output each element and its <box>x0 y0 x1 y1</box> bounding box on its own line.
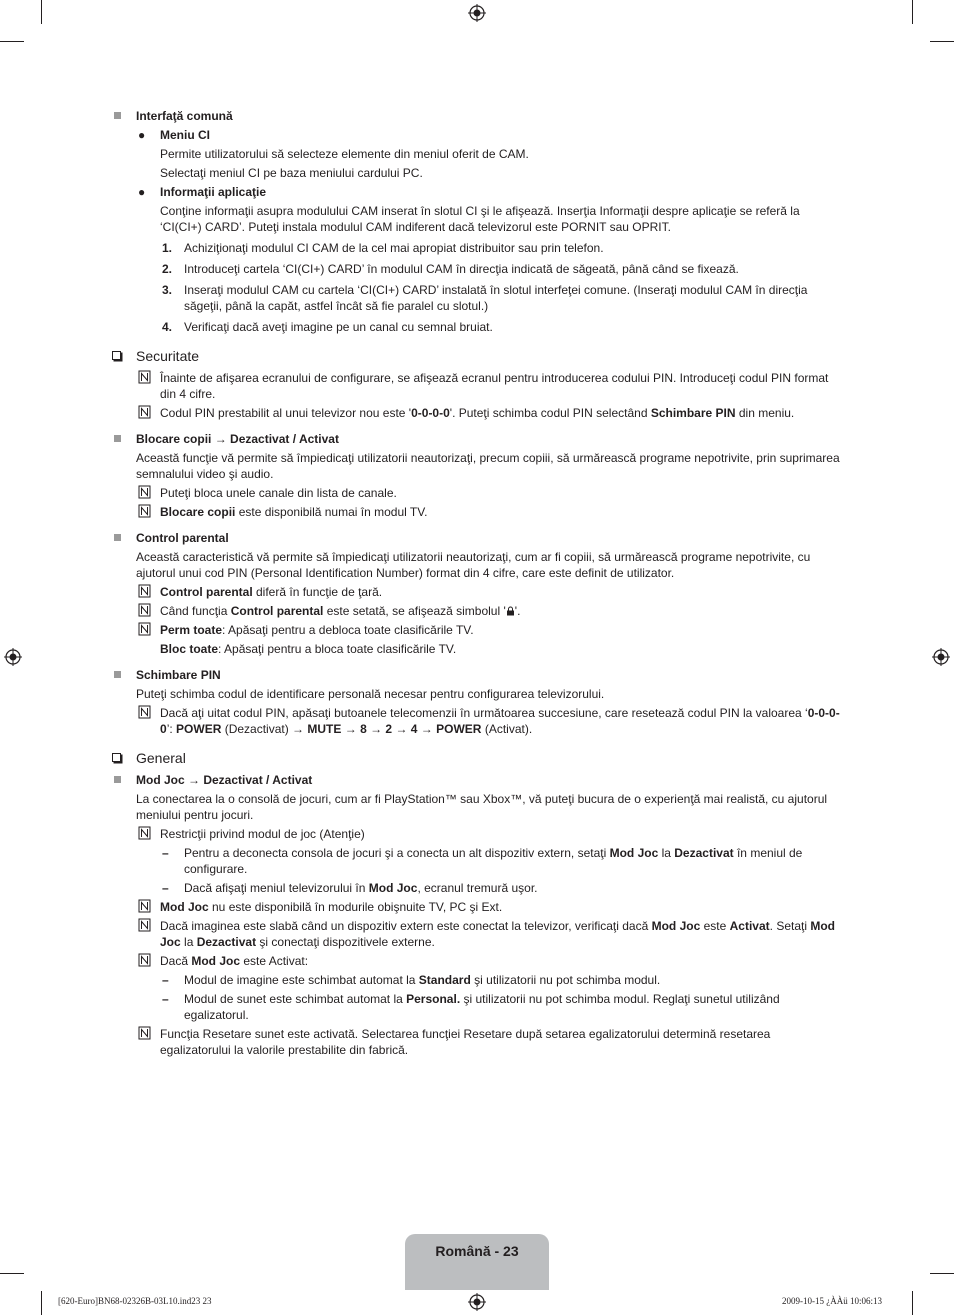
square-bullet-icon <box>114 435 121 442</box>
dash-bullet: – <box>162 973 169 987</box>
square-bullet-icon <box>114 671 121 678</box>
note: Puteţi bloca unele canale din lista de canale. <box>112 485 842 501</box>
note-icon <box>138 705 151 719</box>
dot-bullet-icon: ● <box>138 128 146 142</box>
print-slug-right: 2009-10-15 ¿ÀÀü 10:06:13 <box>782 1296 882 1306</box>
note-icon <box>138 485 151 499</box>
ci-info-desc: Conţine informaţii asupra modulului CAM inserat în slotul CI şi le afişează. Inserţia Informaţii despre aplicaţie se referă la ‘CI(CI+) CARD’. Puteţi instala modulul CAM indiferent dacă televizorul este PORNIT sau OPRIT. <box>160 204 800 234</box>
dash-item: – Modul de imagine este schimbat automat la Standard şi utilizatorii nu pot schimba modul. <box>162 973 661 987</box>
registration-mark-icon <box>932 648 950 666</box>
crop-mark <box>0 1273 24 1274</box>
step-number: 4. <box>162 320 173 334</box>
note: Codul PIN prestabilit al unui televizor nou este '0-0-0-0'. Puteţi schimba codul PIN selectând Schimbare PIN din meniu. <box>112 405 842 421</box>
ci-step: 3. Inseraţi modulul CAM cu cartela ‘CI(CI+) CARD’ instalată în slotul interfeţei comune. (Inseraţi modulul CAM în direcţia săgeţii, până la capăt, astfel încât să fie paralel cu slotul.) <box>162 283 808 313</box>
page-number: Română - 23 <box>435 1243 519 1259</box>
step-number: 3. <box>162 283 173 297</box>
crop-mark <box>41 0 42 24</box>
note: Funcţia Resetare sunet este activată. Selectarea funcţiei Resetare după setarea egalizatorului determină resetarea egalizatorului la valorile prestabilite din fabrică. <box>112 1026 842 1058</box>
ci-menu-title: ● Meniu CI <box>138 128 210 142</box>
note-icon <box>138 584 151 598</box>
note: Dacă Mod Joc este Activat: <box>112 953 842 969</box>
dash-bullet: – <box>162 992 169 1006</box>
note-icon <box>138 405 151 419</box>
manual-content <box>112 108 842 1061</box>
note: Când funcţia Control parental este setată, se afişează simbolul ' '. <box>112 603 842 619</box>
registration-mark-icon <box>468 1293 486 1311</box>
copy-lock-desc: Această funcţie vă permite să împiedicaţi utilizatorii neautorizaţi, precum copiii, să urmărească programe nepotrivite, prin suprimarea semnalului video şi audio. <box>136 451 840 481</box>
ci-step: 1. Achiziţionaţi modulul CI CAM de la cel mai apropiat distribuitor sau prin telefon. <box>162 241 604 255</box>
square-bullet-icon <box>114 776 121 783</box>
note-icon <box>138 826 151 840</box>
note-icon <box>138 918 151 932</box>
note: Blocare copii este disponibilă numai în modul TV. <box>112 504 842 520</box>
square-bullet-icon <box>114 534 121 541</box>
note-icon <box>138 622 151 636</box>
crop-mark <box>41 1291 42 1315</box>
dash-item: – Modul de sunet este schimbat automat la Personal. şi utilizatorii nu pot schimba modul. Reglaţi sunetul utilizând egalizatorul. <box>162 992 780 1022</box>
ci-info-title: ● Informaţii aplicaţie <box>138 185 267 199</box>
note: Mod Joc nu este disponibilă în modurile obişnuite TV, PC şi Ext. <box>112 899 842 915</box>
pin-desc: Puteţi schimba codul de identificare personală necesar pentru configurarea televizorului. <box>136 687 605 701</box>
ci-step: 4. Verificaţi dacă aveţi imagine pe un canal cu semnal bruiat. <box>162 320 493 334</box>
dash-item: – Pentru a deconecta consola de jocuri şi a conecta un alt dispozitiv extern, setaţi Mod Joc la Dezactivat în meniul de configurare. <box>162 846 803 876</box>
general-heading: General <box>112 749 842 767</box>
crop-mark <box>930 41 954 42</box>
page-number-tab <box>405 1234 549 1290</box>
note-icon <box>138 603 151 617</box>
step-number: 2. <box>162 262 173 276</box>
registration-mark-icon <box>4 648 22 666</box>
note-icon <box>138 370 151 384</box>
crop-mark <box>930 1273 954 1274</box>
print-slug-left: [620-Eurо]BN68-02326B-03L10.ind23 23 <box>58 1296 212 1306</box>
ci-title: Interfaţă comună <box>112 108 842 124</box>
note: Perm toate: Apăsaţi pentru a debloca toate clasificările TV. <box>112 622 842 638</box>
padlock-icon <box>506 606 515 616</box>
note-icon <box>138 504 151 518</box>
note: Dacă aţi uitat codul PIN, apăsaţi butoanele telecomenzii în următoarea succesiune, care resetează codul PIN la valoarea ‘0-0-0-0’: POWER (Dezactivat) → MUTE → 8 → 2 → 4 → POWER (Activat). <box>112 705 842 737</box>
game-mode-desc: La conectarea la o consolă de jocuri, cum ar fi PlayStation™ sau Xbox™, vă puteţi bucura de o experienţă mai realistă, cu ajutorul meniului pentru jocuri. <box>136 792 828 822</box>
note-icon <box>138 953 151 967</box>
open-square-bullet-icon <box>112 351 121 360</box>
note: Control parental diferă în funcţie de ţară. <box>112 584 842 600</box>
dash-bullet: – <box>162 846 169 860</box>
step-number: 1. <box>162 241 173 255</box>
security-heading: Securitate <box>112 347 842 365</box>
copy-lock-title: Blocare copii → Dezactivat / Activat <box>112 431 842 447</box>
crop-mark <box>912 1291 913 1315</box>
open-square-bullet-icon <box>112 753 121 762</box>
pin-title: Schimbare PIN <box>112 667 842 683</box>
note-icon <box>138 1026 151 1040</box>
parental-title: Control parental <box>112 530 842 546</box>
registration-mark-icon <box>468 4 486 22</box>
bloc-all-line: Bloc toate: Apăsaţi pentru a bloca toate clasificările TV. <box>160 642 457 656</box>
ci-menu-line2: Selectaţi meniul CI pe baza meniului cardului PC. <box>160 166 423 180</box>
crop-mark <box>912 0 913 24</box>
ci-menu-line1: Permite utilizatorului să selecteze elemente din meniul oferit de CAM. <box>160 147 529 161</box>
dot-bullet-icon: ● <box>138 185 146 199</box>
note: Restricţii privind modul de joc (Atenţie) <box>112 826 842 842</box>
parental-desc: Această caracteristică vă permite să împiedicaţi utilizatorii neautorizaţi, cum ar fi copiii, să urmărească programe nepotrivite, cu ajutorul unui cod PIN (Personal Identification Number) format din 4 cifre, care este definit de utilizator. <box>136 550 811 580</box>
note: Dacă imaginea este slabă când un dispozitiv extern este conectat la televizor, verificaţi dacă Mod Joc este Activat. Setaţi Mod Joc la Dezactivat şi conectaţi dispozitivele externe. <box>112 918 842 950</box>
note-icon <box>138 899 151 913</box>
dash-item: – Dacă afişaţi meniul televizorului în Mod Joc, ecranul tremură uşor. <box>162 881 538 895</box>
ci-step: 2. Introduceţi cartela ‘CI(CI+) CARD’ în modulul CAM în direcţia indicată de săgeată, până când se fixează. <box>162 262 739 276</box>
square-bullet-icon <box>114 112 121 119</box>
game-mode-title: Mod Joc → Dezactivat / Activat <box>112 772 842 788</box>
note: Înainte de afişarea ecranului de configurare, se afişează ecranul pentru introducerea codului PIN. Introduceţi codul PIN format din 4 cifre. <box>112 370 842 402</box>
dash-bullet: – <box>162 881 169 895</box>
crop-mark <box>0 41 24 42</box>
